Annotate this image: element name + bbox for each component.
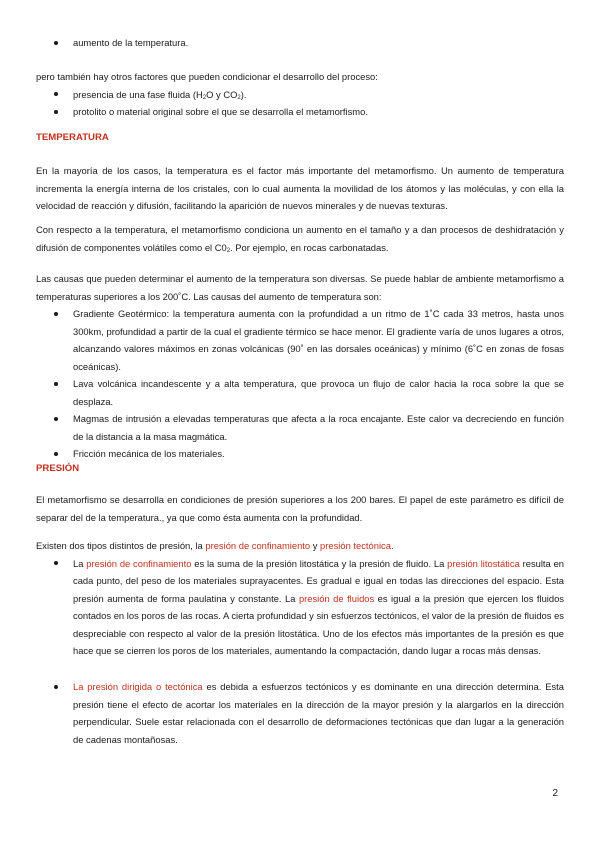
- pressure-types-list: [36, 555, 564, 660]
- presion-item2-block: [36, 678, 564, 748]
- presion-paragraph-2: [36, 537, 564, 555]
- subscript: 2: [202, 94, 207, 101]
- temperatura-paragraph-1: En la mayoría de los casos, la temperatura es el factor más importante del metamorfismo. Un aumento de temperatura incrementa la energía interna de los cristales, con lo cual aumenta la movilidad de los átomos y las moléculas, y con ella la velocidad de reacción y difusión, facilitando la aparición de nuevos minerales y de nuevas texturas.: [36, 165, 564, 211]
- highlight-term: presión de confinamiento: [86, 557, 192, 569]
- subscript: 2: [237, 94, 241, 101]
- text-run: O y CO: [206, 88, 238, 100]
- text-run: y: [310, 540, 321, 551]
- temperatura-paragraph-2: [36, 221, 564, 256]
- factors-block: [36, 68, 564, 121]
- temperatura-heading-block: [36, 129, 564, 147]
- page-number: 2: [552, 788, 558, 799]
- text-run: ).: [240, 88, 247, 100]
- text-run: presencia de una fase fluida (H: [73, 88, 203, 100]
- intro-list: [36, 34, 564, 52]
- text-run: es igual a la presión que ejercen los fluidos contados en los poros de las rocas. A cierta profundidad y sin esfuerzos tectónicos, el valor de la presión de fluidos es despreciable con respecto al valor de la presión litostática. Uno de los efectos más importantes de la presión es que hace que se cierren los poros de los materiales, aumentando la compactación, dando lugar a rocas más densas.: [73, 592, 564, 656]
- text-run: Con respecto a la temperatura, el metamorfismo condiciona un aumento en el tamaño y a dan procesos de deshidratación y difusión de componentes volátiles como el C0: [36, 224, 564, 253]
- temperatura-paragraph-3: Las causas que pueden determinar el aumento de la temperatura son diversas. Se puede hablar de ambiente metamorfismo a temperaturas superiores a los 200˚C. Las causas del aumento de temperatura son:: [36, 273, 564, 302]
- factors-list: [36, 86, 564, 121]
- text-run: es la suma de la presión litostática y la presión de fluido. La: [191, 557, 448, 569]
- text-run: La: [73, 557, 87, 569]
- temperatura-p2-block: [36, 221, 564, 256]
- temperatura-p1-block: [36, 162, 564, 215]
- section-heading-presion: PRESIÓN: [36, 463, 80, 474]
- highlight-term: presión de fluidos: [298, 592, 375, 604]
- presion-heading-block: [36, 460, 564, 478]
- list-item: [36, 555, 564, 660]
- pressure-types-list-2: [36, 678, 564, 748]
- intro-paragraph: pero también hay otros factores que pueden condicionar el desarrollo del proceso:: [36, 71, 378, 82]
- list-item: [36, 86, 564, 104]
- list-item: Lava volcánica incandescente y a alta temperatura, que provoca un flujo de calor hacia la roca sobre la que se desplaza.: [36, 375, 564, 410]
- list-item: Gradiente Geotérmico: la temperatura aumenta con la profundidad a un ritmo de 1˚C cada 33 metros, hasta unos 300km, profundidad a partir de la cual el gradiente térmico se hace menor. El gradiente varía de unos lugares a otros, alcanzando valores máximos en zonas volcánicas (90˚ en las dorsales oceánicas) y mínimo (6˚C en zonas de fosas oceánicas).: [36, 305, 564, 375]
- list-item: [36, 678, 564, 748]
- section-heading-temperatura: TEMPERATURA: [36, 132, 109, 143]
- list-item: Magmas de intrusión a elevadas temperaturas que afecta a la roca encajante. Este calor va decreciendo en función de la distancia a la masa magmática.: [36, 410, 564, 445]
- list-item: Fricción mecánica de los materiales.: [36, 445, 564, 463]
- text-run: Existen dos tipos distintos de presión, la: [36, 540, 206, 551]
- causes-list: [36, 305, 564, 463]
- text-run: resulta en cada punto, del peso de los materiales suprayacentes. Es gradual e igual en todas las direcciones del espacio. Esta presión aumenta de forma paulatina y constante. La: [73, 557, 564, 604]
- presion-p1-block: [36, 491, 564, 526]
- highlight-term: La presión dirigida o tectónica: [73, 681, 203, 692]
- list-item: protolito o material original sobre el que se desarrolla el metamorfismo.: [36, 103, 564, 121]
- intro-list-block: [36, 34, 564, 52]
- text-run: .: [390, 540, 394, 551]
- highlight-term: presión litostática: [447, 557, 520, 569]
- text-run: es debida a esfuerzos tectónicos y es dominante en una dirección determina. Esta presión tiene el efecto de acortar los materiales en la dirección de la mayor presión y la alargarlos en la dirección perpendicular. Suele estar relacionada con el desarrollo de deformaciones tectónicas que dan lugar a la generación de cadenas montañosas.: [73, 681, 564, 745]
- temperatura-p3-block: [36, 270, 564, 463]
- highlight-term: presión tectónica: [320, 540, 391, 551]
- list-item: aumento de la temperatura.: [36, 34, 564, 52]
- text-run: . Por ejemplo, en rocas carbonatadas.: [230, 241, 389, 253]
- highlight-term: presión de confinamiento: [205, 540, 311, 551]
- presion-paragraph-1: El metamorfismo se desarrolla en condiciones de presión superiores a los 200 bares. El papel de este parámetro es difícil de separar del de la temperatura., ya que como ésta aumenta con la profundidad.: [36, 494, 564, 523]
- subscript: 2: [226, 247, 231, 254]
- presion-p2-block: [36, 537, 564, 660]
